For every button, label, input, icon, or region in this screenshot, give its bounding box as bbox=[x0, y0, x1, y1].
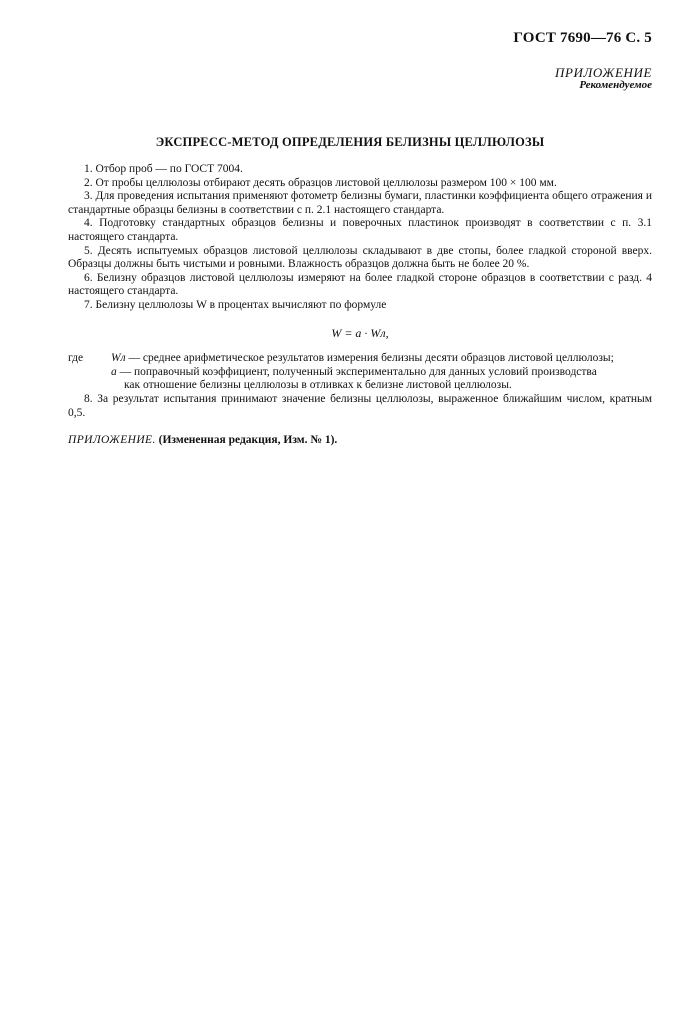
document-body bbox=[68, 163, 652, 448]
legend-term-wl: Wл bbox=[111, 352, 126, 365]
paragraph-4: 4. Подготовку стандартных образцов белизны и поверочных пластинок производят в соответствии с п. 3.1 настоящего стандарта. bbox=[68, 217, 652, 243]
legend-item-wl bbox=[111, 352, 614, 366]
paragraph-6: 6. Белизну образцов листовой целлюлозы измеряют на более гладкой стороне образцов в соответствии с разд. 4 настоящего стандарта. bbox=[68, 271, 652, 298]
amendment-note-edition: (Измененная редакция, Изм. № 1). bbox=[158, 434, 338, 447]
legend-item-a bbox=[111, 366, 597, 380]
paragraph-8: 8. За результат испытания принимают значение белизны целлюлозы, выраженное ближайшим числом, кратным 0,5. bbox=[68, 392, 652, 419]
legend-label: где bbox=[68, 352, 84, 365]
appendix-title: ПРИЛОЖЕНИЕ bbox=[555, 65, 652, 80]
amendment-note-appendix: ПРИЛОЖЕНИЕ. bbox=[68, 434, 156, 447]
legend-row-wl bbox=[68, 352, 652, 366]
whiteness-formula: W = a · Wл, bbox=[331, 325, 389, 340]
standard-code: ГОСТ 7690—76 С. 5 bbox=[513, 30, 652, 46]
paragraph-1: 1. Отбор проб — по ГОСТ 7004. bbox=[84, 163, 243, 175]
appendix-subtitle: Рекомендуемое bbox=[579, 79, 652, 91]
legend-text-a: — поправочный коэффициент, полученный экспериментально для данных условий производства bbox=[119, 365, 597, 378]
paragraph-7: 7. Белизну целлюлозы W в процентах вычисляют по формуле bbox=[84, 298, 387, 311]
legend-row-a bbox=[68, 366, 652, 380]
paragraph-2: 2. От пробы целлюлозы отбирают десять образцов листовой целлюлозы размером 100 × 100 мм. bbox=[84, 176, 557, 189]
legend-continuation-a: как отношение белизны целлюлозы в отливках к белизне листовой целлюлозы. bbox=[124, 379, 512, 392]
legend-text-wl: — среднее арифметическое результатов измерения белизны десяти образцов листовой целлюлозы; bbox=[128, 352, 614, 365]
amendment-note bbox=[68, 434, 652, 448]
legend-term-a: a bbox=[111, 365, 117, 378]
formula-legend bbox=[68, 352, 652, 393]
paragraph-5: 5. Десять испытуемых образцов листовой целлюлозы складывают в две стопы, более гладкой стороной вверх. Образцы должны быть чистыми и ровными. Влажность образцов должна быть не более 20 %. bbox=[68, 244, 652, 271]
paragraph-3: 3. Для проведения испытания применяют фотометр белизны бумаги, пластинки коэффициента общего отражения и стандартные образцы белизны в соответствии с п. 2.1 настоящего стандарта. bbox=[68, 190, 652, 216]
appendix-block bbox=[555, 66, 652, 92]
document-title: ЭКСПРЕСС-МЕТОД ОПРЕДЕЛЕНИЯ БЕЛИЗНЫ ЦЕЛЛЮЛОЗЫ bbox=[155, 135, 545, 149]
